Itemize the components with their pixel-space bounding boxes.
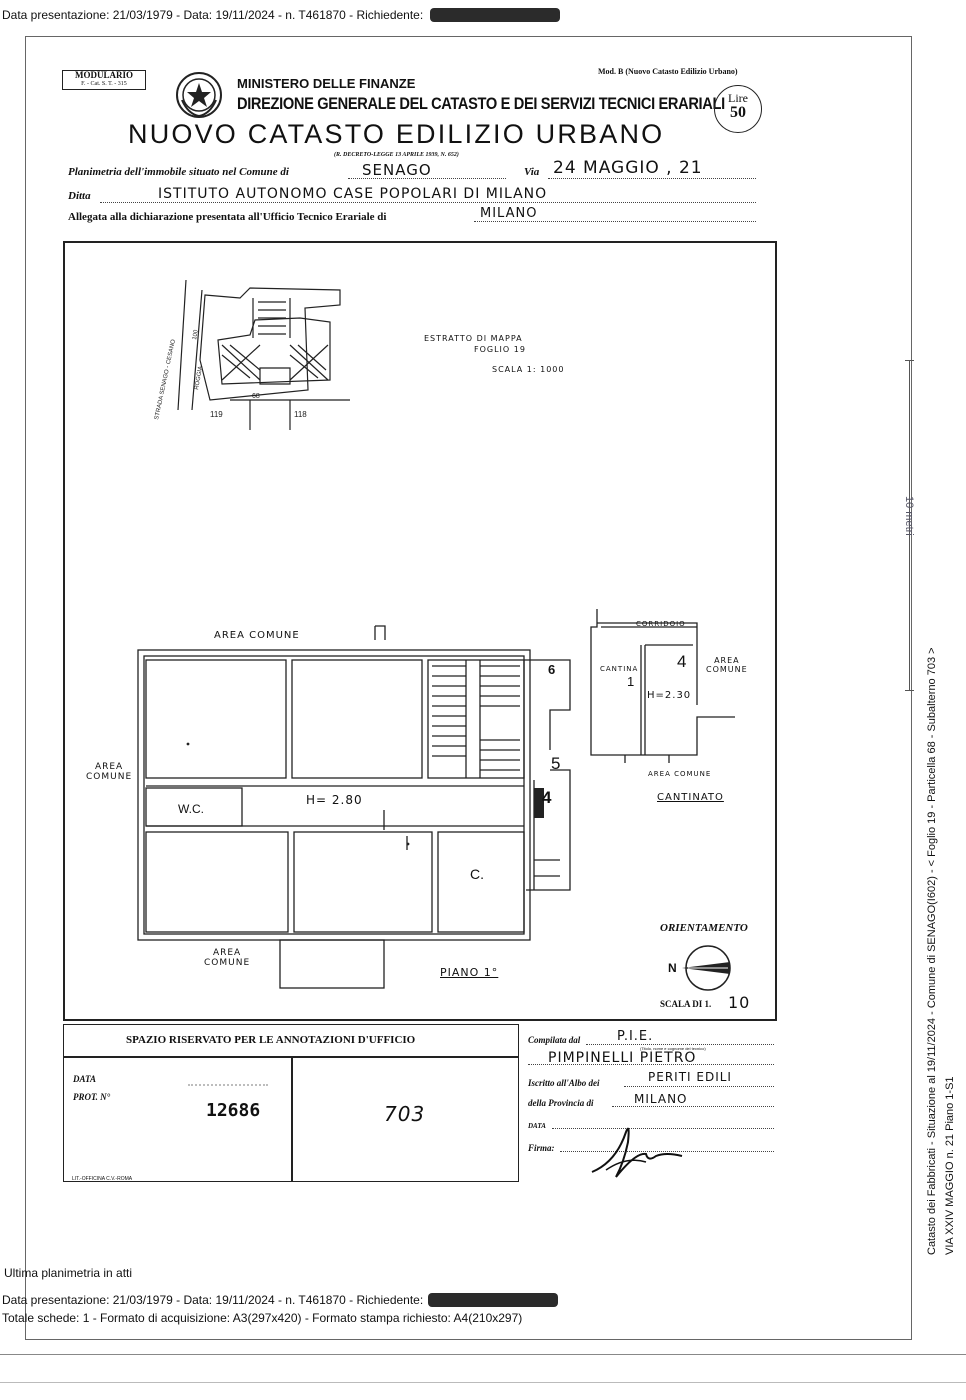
comune-value: SENAGO	[362, 161, 432, 179]
room-c: C.	[470, 866, 484, 882]
prot-value: 12686	[206, 1100, 261, 1121]
modulario-code: F. - Cat. S. T. - 315	[81, 81, 127, 87]
room-height: H= 2.80	[306, 793, 363, 807]
bottom-line1: Data presentazione: 21/03/1979 - Data: 19/11/2024 - n. T461870 - Richiedente:	[2, 1293, 424, 1307]
planimetria-label: Planimetria dell'immobile situato nel Comune di	[68, 166, 289, 178]
albo-value: PERITI EDILI	[648, 1070, 732, 1084]
bottom-rule-2	[0, 1382, 966, 1383]
bottom-line2: Totale schede: 1 - Formato di acquisizione: A3(297x420) - Formato stampa richiesto: A4(210x297)	[2, 1311, 523, 1325]
area-comune-right	[706, 656, 748, 674]
via-value: 24 MAGGIO , 21	[553, 158, 703, 178]
via-line	[548, 178, 756, 179]
compilata-value: P.I.E.	[617, 1029, 654, 1044]
map-label-roggia: ROGGIA	[194, 365, 205, 391]
compilata-line	[586, 1044, 774, 1045]
area-comune-bottom-line1: AREA	[212, 948, 242, 958]
via-label: Via	[524, 166, 540, 178]
num-5: 5	[551, 754, 561, 773]
scala-value: 10	[728, 993, 751, 1012]
area-comune-bottom	[204, 948, 250, 968]
mod-b: Mod. B (Nuovo Catasto Edilizio Urbano)	[598, 67, 738, 76]
iscritto-label: Iscritto all'Albo dei	[528, 1078, 600, 1088]
foglio-label: FOGLIO 19	[474, 345, 526, 354]
data2-label: DATA	[528, 1122, 546, 1130]
area-comune-right-line2: COMUNE	[706, 665, 748, 674]
area-comune-cantinato: AREA COMUNE	[648, 770, 712, 778]
area-comune-left	[86, 762, 132, 782]
prot-label: PROT. N°	[73, 1092, 111, 1102]
faded-stamp	[188, 1074, 268, 1086]
header-info: Data presentazione: 21/03/1979 - Data: 19/11/2024 - n. T461870 - Richiedente:	[2, 8, 424, 22]
map-label-100: 100	[192, 329, 200, 341]
map-extract	[130, 260, 360, 430]
estratto-label: ESTRATTO DI MAPPA	[424, 334, 523, 343]
hand-703: 703	[384, 1102, 426, 1126]
ditta-value: ISTITUTO AUTONOMO CASE POPOLARI DI MILANO	[158, 186, 548, 202]
cantina-num: 1	[627, 674, 635, 689]
page-title: NUOVO CATASTO EDILIZIO URBANO	[128, 119, 665, 149]
cantina-height: H=2.30	[647, 690, 692, 701]
compilata-label: Compilata dal	[528, 1035, 581, 1045]
num-6: 6	[548, 662, 556, 677]
provincia-label: della Provincia di	[528, 1098, 594, 1108]
firma-label: Firma:	[528, 1143, 555, 1153]
cantina-4: 4	[677, 652, 687, 671]
modulario-label: MODULARIO	[75, 70, 133, 80]
corridoio-label: CORRIDOIO	[636, 620, 686, 628]
orientamento-label: ORIENTAMENTO	[660, 922, 748, 934]
area-comune-left-line2: COMUNE	[86, 772, 133, 782]
redacted-requester-bottom	[428, 1293, 558, 1307]
lito-label: LIT.-OFFICINA C.V.-ROMA	[72, 1176, 133, 1182]
stamp-lire	[714, 85, 762, 133]
provincia-value: MILANO	[634, 1092, 688, 1106]
modulario-box	[62, 70, 146, 90]
riservato-label: SPAZIO RISERVATO PER LE ANNOTAZIONI D'UFFICIO	[126, 1034, 416, 1046]
albo-line	[624, 1086, 774, 1087]
cantinato-label: CANTINATO	[657, 792, 724, 803]
ditta-line	[100, 202, 756, 203]
side-vertical-info: Catasto dei Fabbricati - Situazione al 19/11/2024 - Comune di SENAGO(I602) - < Foglio 19 - Particella 68 - Subalterno 703 >	[926, 647, 938, 1255]
scala-mappa-label: SCALA 1: 1000	[492, 365, 565, 374]
scala-label: SCALA DI 1.	[660, 999, 712, 1009]
room-wc: W.C.	[178, 802, 204, 816]
tecnico-name: PIMPINELLI PIETRO	[548, 1050, 697, 1066]
direction: DIREZIONE GENERALE DEL CATASTO E DEI SERVIZI TECNICI ERARIALI	[237, 94, 725, 113]
scale-bar-cap-bottom	[905, 690, 914, 691]
piano-label: PIANO 1°	[440, 966, 499, 979]
data-label: DATA	[73, 1074, 97, 1084]
decree: (R. DECRETO-LEGGE 13 APRILE 1939, N. 652)	[334, 152, 459, 158]
cantina-label: CANTINA	[600, 665, 639, 673]
ufficio-value: MILANO	[480, 206, 538, 221]
north-label: N	[668, 961, 677, 975]
map-label-68: 68	[252, 393, 260, 400]
num-4: 4	[542, 788, 552, 807]
lire-value: 50	[730, 104, 746, 121]
area-comune-left-line1: AREA	[94, 762, 124, 772]
ditta-label: Ditta	[68, 190, 91, 202]
office-col-divider	[291, 1056, 293, 1182]
scale-label: 10 metri	[903, 496, 915, 536]
titolo-note: (Titolo, nome e cognome del tecnico)	[640, 1046, 706, 1051]
redacted-requester	[430, 8, 560, 22]
north-arrow-icon	[668, 944, 738, 994]
ministry: MINISTERO DELLE FINANZE	[237, 76, 416, 91]
area-comune-right-line1: AREA	[714, 656, 740, 665]
signature-icon	[586, 1122, 686, 1182]
ultima-label: Ultima planimetria in atti	[4, 1266, 133, 1280]
lire-label: Lire	[728, 91, 748, 105]
ufficio-line	[474, 221, 756, 222]
side-vertical-address: VIA XXIV MAGGIO n. 21 Piano 1-S1	[944, 1076, 956, 1255]
map-label-strada: STRADA SENAGO - CESANO	[154, 338, 178, 421]
republic-emblem-icon	[174, 70, 224, 120]
map-label-118: 118	[294, 410, 307, 419]
map-label-119: 119	[210, 410, 223, 419]
allegata-label: Allegata alla dichiarazione presentata all'Ufficio Tecnico Erariale di	[68, 211, 387, 223]
scale-bar-cap-top	[905, 360, 914, 361]
area-comune-top: AREA COMUNE	[214, 630, 300, 641]
area-comune-bottom-line2: COMUNE	[204, 958, 251, 968]
bottom-rule	[0, 1354, 966, 1355]
provincia-line	[612, 1106, 774, 1107]
